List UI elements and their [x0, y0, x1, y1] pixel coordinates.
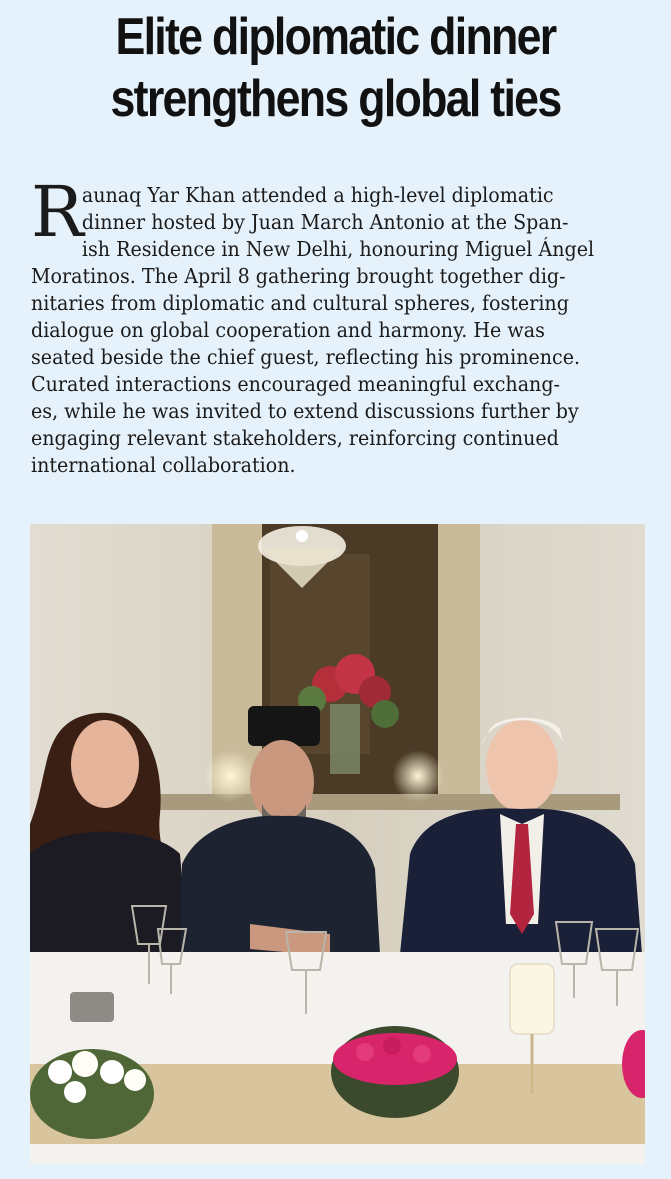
body-line: ish Residence in New Delhi, honouring Miguel Ángel: [81, 237, 595, 261]
dinner-photo: [30, 524, 645, 1164]
article-paragraph: [31, 171, 651, 479]
dinner-photo-illustration: [30, 524, 645, 1164]
headline-line: Elite diplomatic dinner: [115, 8, 556, 66]
body-line: international collaboration.: [31, 453, 296, 477]
flower-bowl-white: [30, 1049, 154, 1139]
body-line: es, while he was invited to extend discussions further by: [31, 399, 579, 423]
headline: [47, 6, 624, 130]
body-line: seated beside the chief guest, reflecting his prominence.: [31, 345, 581, 369]
body-line: dialogue on global cooperation and harmony. He was: [31, 318, 545, 342]
body-line: aunaq Yar Khan attended a high-level diplomatic: [81, 183, 554, 207]
flower-bowl-pink: [331, 1026, 459, 1118]
body-line: nitaries from diplomatic and cultural spheres, fostering: [31, 291, 569, 315]
article-body: [31, 171, 651, 479]
headline-line: strengthens global ties: [110, 70, 561, 128]
candle-glow: [392, 750, 444, 802]
body-line: engaging relevant stakeholders, reinforcing continued: [31, 426, 559, 450]
body-line: dinner hosted by Juan March Antonio at the Span-: [81, 210, 569, 234]
drop-cap: R: [31, 171, 84, 253]
candle-glow: [204, 750, 256, 802]
body-line: Curated interactions encouraged meaningful exchang-: [31, 372, 560, 396]
phone: [70, 992, 114, 1022]
candle-holder: [510, 964, 554, 1034]
body-line: Moratinos. The April 8 gathering brought together dig-: [31, 264, 566, 288]
